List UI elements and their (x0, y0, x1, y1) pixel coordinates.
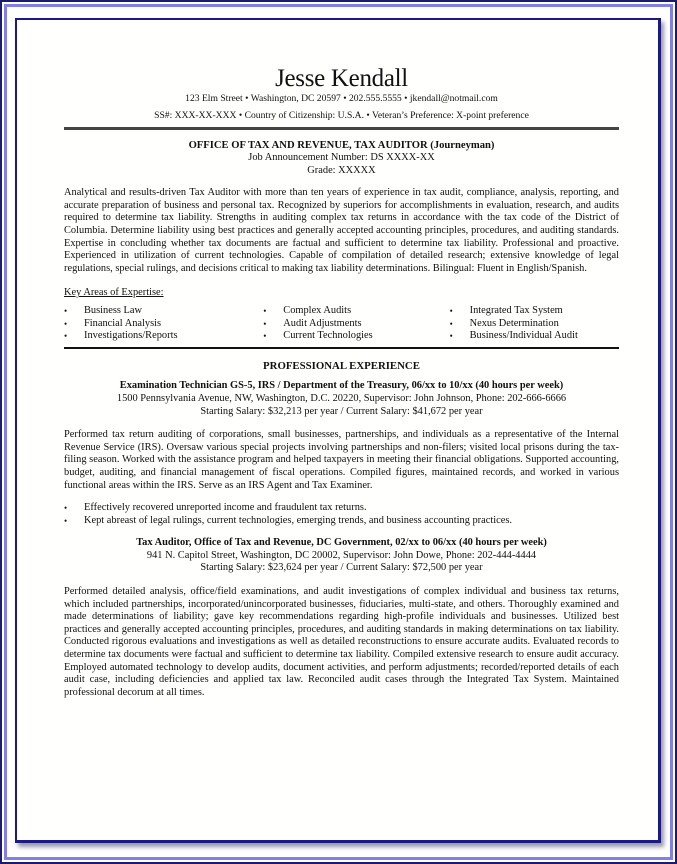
role-salary: Starting Salary: $23,624 per year / Current Salary: $72,500 per year (200, 562, 483, 574)
experience-role-1 (64, 380, 619, 527)
resume-page (15, 18, 661, 843)
role-title: Tax Auditor, Office of Tax and Revenue, DC Government, 02/xx to 06/xx (40 hours per week) (136, 537, 547, 549)
expertise-item: • Business Law (64, 305, 263, 318)
position-title: OFFICE OF TAX AND REVENUE, TAX AUDITOR (Journeyman) (188, 140, 495, 151)
job-announcement: Job Announcement Number: DS XXXX-XX (248, 152, 435, 164)
role-title: Examination Technician GS-5, IRS / Department of the Treasury, 06/xx to 10/xx (40 hours per week) (119, 380, 564, 392)
expertise-item: • Audit Adjustments (263, 318, 449, 331)
expertise-grid (64, 305, 619, 343)
experience-section-title: PROFESSIONAL EXPERIENCE (263, 359, 420, 372)
expertise-item: • Investigations/Reports (64, 330, 263, 343)
expertise-item: • Complex Audits (263, 305, 449, 318)
candidate-name: Jesse Kendall (275, 65, 408, 92)
resume-content (64, 65, 619, 699)
contact-line: 123 Elm Street • Washington, DC 20597 • 202.555.5555 • jkendall@notmail.com (185, 93, 498, 104)
role-description: Performed detailed analysis, office/field examinations, and audit investigations of complex individual and business tax returns, which included partnerships, incorporated/unincorporated businesses, fiduciaries, multi-state, and others. Thoroughly examined and made determinations of liability; gave key recommendations regarding high-profile individuals and businesses. Utilized best practices and generally accepted accounting principles, procedures, and auditing standards in making determinations on tax liability. Conducted rigorous evaluations and investigations as well as detailed reconstructions to ensure accurate audits. Evaluated records to determine tax documents were factual and sufficient to determine tax liability. Compiled extensive research to ensure audit accuracy. Employed automated technology to develop audits, document activities, and perform adjustments; recorded/reported details of each audit case, including deficiencies and applied tax law. Reconciled audit cases through the Integrated Tax System. Maintained professional decorum at all times. (64, 586, 619, 698)
expertise-item: • Nexus Determination (450, 318, 619, 331)
expertise-item: • Financial Analysis (64, 318, 263, 331)
expertise-divider (64, 347, 619, 349)
role-bullets (64, 502, 619, 527)
expertise-label: Key Areas of Expertise: (64, 287, 164, 299)
role-salary: Starting Salary: $32,213 per year / Current Salary: $41,672 per year (200, 405, 483, 417)
role-address: 1500 Pennsylvania Avenue, NW, Washington, D.C. 20220, Supervisor: John Johnson, Phone: 202-666-6666 (116, 392, 567, 404)
summary-paragraph: Analytical and results-driven Tax Auditor with more than ten years of experience in tax audit, compliance, analysis, reporting, and accurate preparation of business and personal tax. Recognized by superiors for accomplishments in evaluation, research, and audits required to determine tax liability. Strengths in auditing complex tax returns in accordance with the tax code of the District of Columbia. Determine liability using best practices and generally accepted accounting principles, procedures, and auditing standards. Expertise in concluding whether tax documents are factual and sufficient to determine tax liability. Professional and proactive. Experienced in utilization of current technologies. Capable of compilation of detailed research; extensive knowledge of legal regulations, special rulings, and decisions critical to making tax liability determinations. Bilingual: Fluent in English/Spanish. (64, 187, 619, 274)
role-bullet: • Kept abreast of legal rulings, current technologies, emerging trends, and business accounting practices. (64, 515, 619, 528)
expertise-item: • Integrated Tax System (450, 305, 619, 318)
expertise-column-2 (263, 305, 449, 343)
header-divider (64, 127, 619, 130)
role-description: Performed tax return auditing of corporations, small businesses, partnerships, and individuals as a representative of the Internal Revenue Service (IRS). Oversaw various special projects involving partnerships and non-filers; visited local prisons during the tax-filing season. Worked with the assistance program and helped taxpayers in meeting their financial obligations. Supported accounting, budget, auditing, and financial management of fiscal operations. Compiled figures, maintained records, and worked in various functional areas within the IRS. Serve as an IRS Agent and Tax Examiner. (64, 429, 619, 491)
experience-role-2 (64, 537, 619, 699)
expertise-item: • Business/Individual Audit (450, 330, 619, 343)
expertise-column-1 (64, 305, 263, 343)
grade: Grade: XXXXX (307, 164, 376, 176)
details-line: SS#: XXX-XX-XXX • Country of Citizenship: U.S.A. • Veteran’s Preference: X-point preference (154, 110, 529, 121)
role-bullet: • Effectively recovered unreported income and fraudulent tax returns. (64, 502, 619, 515)
role-address: 941 N. Capitol Street, Washington, DC 20002, Supervisor: John Dowe, Phone: 202-444-4444 (146, 549, 537, 561)
expertise-column-3 (450, 305, 619, 343)
expertise-item: • Current Technologies (263, 330, 449, 343)
